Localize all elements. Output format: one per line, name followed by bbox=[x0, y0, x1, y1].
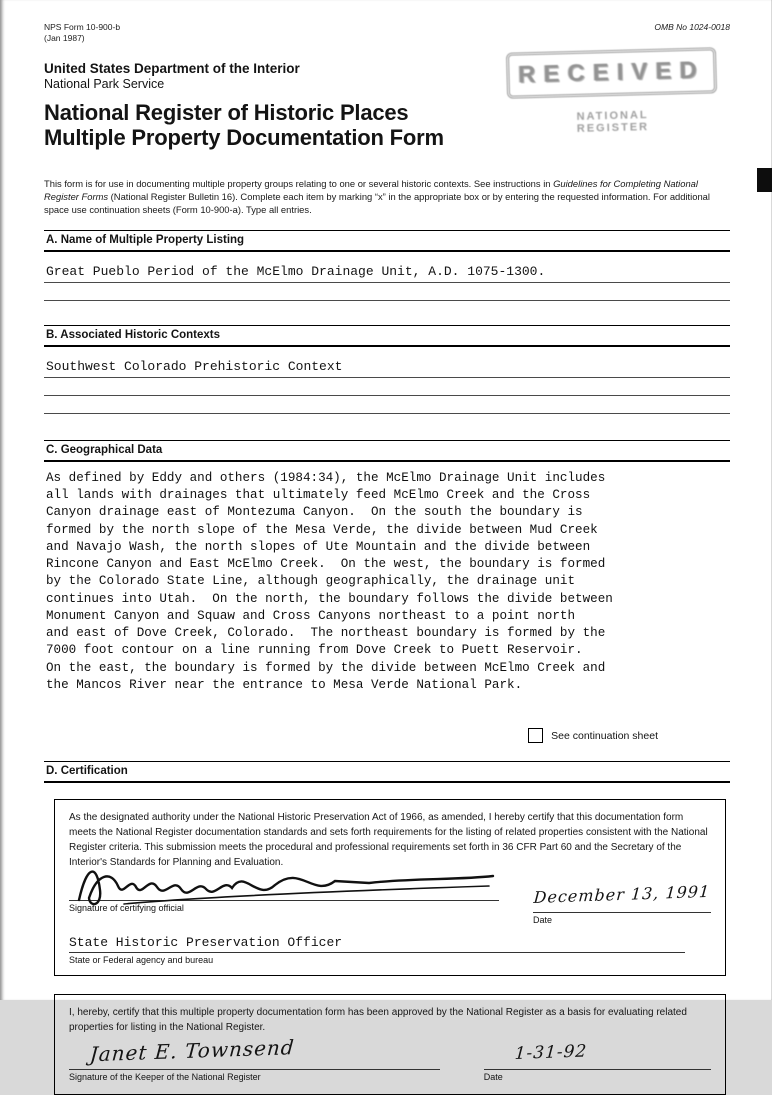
form-instructions bbox=[44, 177, 730, 216]
section-d-heading: D. Certification bbox=[44, 761, 730, 783]
keeper-signature-value: Janet E. Townsend bbox=[88, 1035, 296, 1067]
instructions-text-italic: Guidelines for Completing National Register Forms bbox=[44, 177, 698, 202]
officer-title: State Historic Preservation Officer bbox=[69, 935, 685, 953]
certification-box bbox=[54, 799, 726, 976]
certification-signature-row bbox=[69, 874, 711, 925]
blank-entry-line-b2 bbox=[44, 398, 730, 414]
keeper-signature-line bbox=[69, 1065, 440, 1070]
form-title-line1: National Register of Historic Places bbox=[44, 100, 409, 126]
keeper-date-line bbox=[484, 1065, 711, 1070]
keeper-signature-area bbox=[69, 1035, 470, 1083]
signature-line bbox=[69, 896, 499, 901]
keeper-date-label: Date bbox=[483, 1072, 503, 1083]
instructions-text-post: (National Register Bulletin 16). Complete each item by marking “x” in the appropriate box or by entering the requested information. For additional space use continuation sheets (Form 10-900-a). Type all entries. bbox=[44, 190, 710, 215]
certifying-official-signature-area bbox=[69, 874, 523, 925]
certification-date-value: December 13, 1991 bbox=[533, 881, 711, 908]
department-title: United States Department of the Interior bbox=[44, 61, 300, 77]
continuation-sheet-checkbox[interactable] bbox=[528, 728, 543, 743]
agency-bureau-label: State or Federal agency and bureau bbox=[69, 955, 214, 966]
certification-date-label: Date bbox=[533, 915, 553, 926]
officer-title-area bbox=[69, 935, 711, 965]
top-meta-row bbox=[44, 22, 730, 43]
omb-number: OMB No 1024-0018 bbox=[654, 22, 730, 32]
keeper-signature-label: Signature of the Keeper of the National Register bbox=[69, 1072, 261, 1083]
certification-date-area bbox=[523, 874, 711, 925]
certifying-official-signature-label: Signature of certifying official bbox=[69, 903, 184, 914]
keeper-date-area bbox=[470, 1041, 711, 1083]
field-multiple-property-name: Great Pueblo Period of the McElmo Drainage Unit, A.D. 1075-1300. bbox=[44, 264, 730, 283]
blank-entry-line-b1 bbox=[44, 380, 730, 396]
certification-statement: As the designated authority under the National Historic Preservation Act of 1966, as amended, I hereby certify that this documentation form meets the National Register documentation standards and sets forth requirements for the listing of related properties consistent with the National Register criteria. This submission meets the procedural and professional requirements set forth in 36 CFR Part 60 and the Secretary of the Interior's Standards for Planning and Evaluation. bbox=[69, 812, 708, 869]
keeper-date-value: 1-31-92 bbox=[513, 1041, 588, 1065]
scan-artifact-bar bbox=[757, 168, 772, 192]
continuation-sheet-label: See continuation sheet bbox=[551, 729, 658, 742]
blank-entry-line-a1 bbox=[44, 285, 730, 301]
agency-title: National Park Service bbox=[44, 77, 165, 92]
form-number: NPS Form 10-900-b bbox=[44, 22, 121, 32]
section-b-heading: B. Associated Historic Contexts bbox=[44, 325, 730, 347]
form-revision-date: (Jan 1987) bbox=[44, 32, 85, 43]
keeper-statement: I, hereby, certify that this multiple property documentation form has been approved by the National Register as a basis for evaluating related properties for listing in the National Register. bbox=[69, 1007, 687, 1034]
section-a-heading: A. Name of Multiple Property Listing bbox=[44, 230, 730, 252]
section-c-heading: C. Geographical Data bbox=[44, 440, 730, 462]
form-title-line2: Multiple Property Documentation Form bbox=[44, 124, 444, 150]
field-geographical-data: As defined by Eddy and others (1984:34), the McElmo Drainage Unit includes all lands with drainages that ultimately feed McElmo Creek and the Cross Canyon drainage east of Montezuma Canyon. On the south the boundary is formed by the north slope of the Mesa Verde, the divide between Mud Creek and Navajo Wash, the north slopes of Ute Mountain and the divide between Rincone Canyon and East McElmo Creek. On the west, the boundary is formed by the Colorado State Line, although geographically, the drainage unit continues into Utah. On the north, the boundary follows the divide between Monument Canyon and Squaw and Cross Canyons northeast to a point north and east of Dove Creek, Colorado. The northeast boundary is formed by the 7000 foot contour on a line running from Dove Creek to Puett Reservoir. On the east, the boundary is formed by the divide between McElmo Creek and the Mancos River near the entrance to Mesa Verde National Park. bbox=[46, 470, 613, 692]
received-stamp-text: RECEIVED bbox=[506, 47, 717, 98]
date-line bbox=[533, 908, 711, 913]
field-historic-contexts: Southwest Colorado Prehistoric Context bbox=[44, 359, 730, 378]
national-register-stamp-text: NATIONAL REGISTER bbox=[576, 109, 650, 135]
keeper-certification-box bbox=[54, 994, 726, 1095]
instructions-text-pre: This form is for use in documenting multiple property groups relating to one or several historic contexts. See instructions in bbox=[44, 177, 554, 189]
form-number-block bbox=[44, 22, 120, 43]
keeper-signature-row bbox=[69, 1035, 711, 1083]
continuation-sheet-row bbox=[44, 728, 658, 743]
received-stamp bbox=[506, 47, 718, 136]
